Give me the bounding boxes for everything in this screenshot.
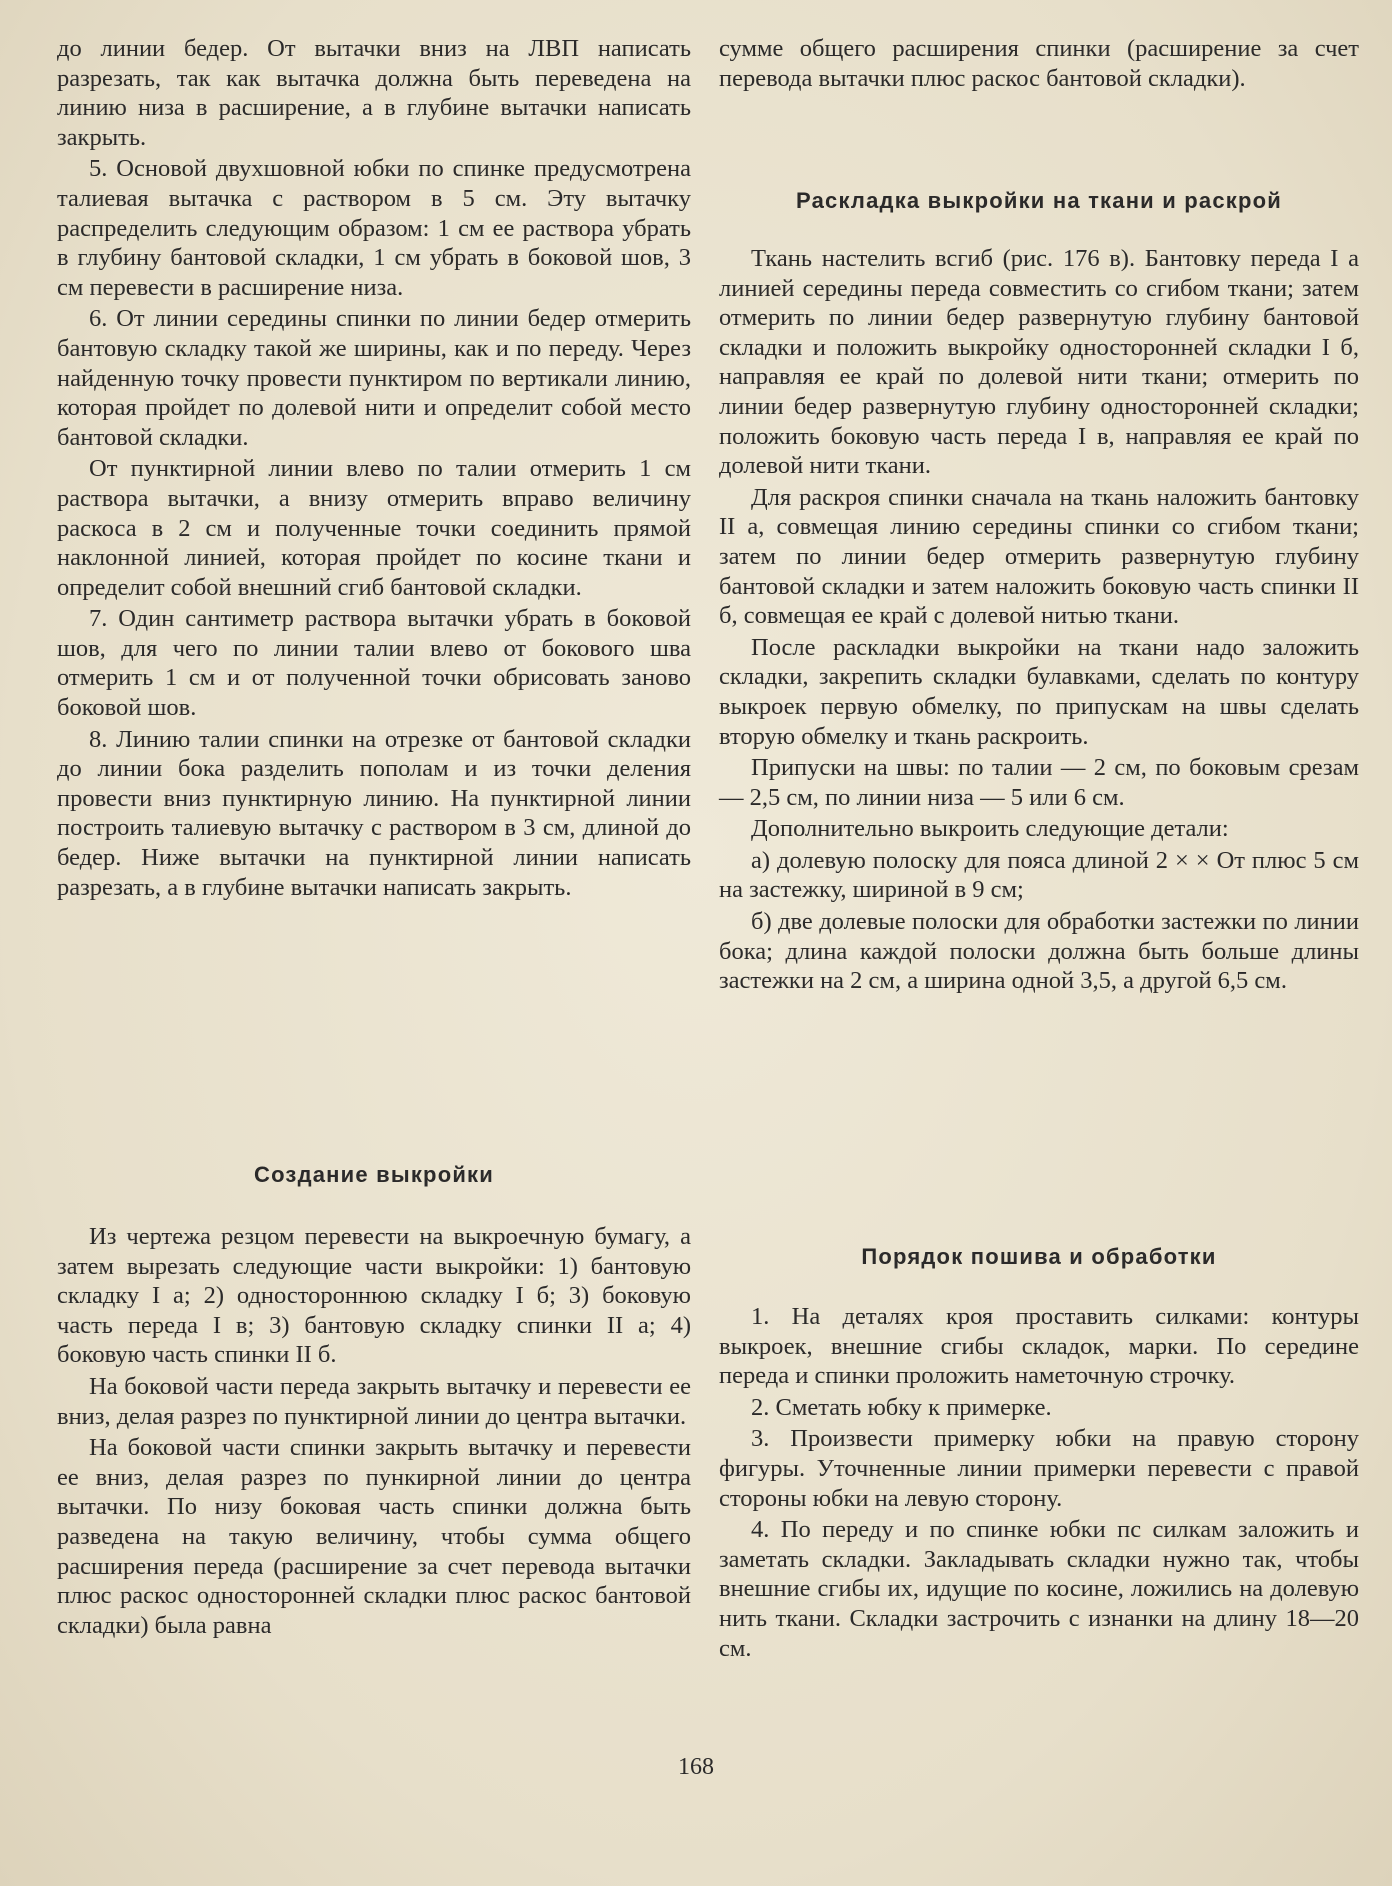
paragraph: 6. От линии середины спинки по линии бедер отмерить бантовую складку такой же ширины, как и по переду. Через найденную точку провести пунктиром по вертикали линию, которая пройдет по долевой нити и определит собой место бантовой складки. [57,305,691,451]
paragraph: На боковой части спинки закрыть вытачку и перевести ее вниз, делая разрез по пункирной линии до центра вытачки. По низу боковая часть спинки должна быть разведена на такую величину, чтобы сумма общего расширения переда (расширение за счет перевода вытачки плюс раскос односторонней складки плюс раскос бантовой складки) была равна [57,1434,691,1639]
paragraph: Из чертежа резцом перевести на выкроечную бумагу, а затем вырезать следующие части выкройки: 1) бантовую складку I а; 2) одностороннюю складку I б; 3) боковую часть переда I в; 3) бантовую складку спинки II а; 4) боковую часть спинки II б. [57,1223,691,1369]
right-column-lower [719,1302,1359,1665]
paragraph: Дополнительно выкроить следующие детали: [751,815,1229,843]
paragraph: От пунктирной линии влево по талии отмерить 1 см раствора вытачки, а внизу отмерить вправо величину раскоса в 2 см и полученные точки соединить прямой наклонной линией, которая пройдет по косине ткани и определит собой внешний сгиб бантовой складки. [57,455,691,601]
paragraph: 7. Один сантиметр раствора вытачки убрать в боковой шов, для чего по линии талии влево от бокового шва отмерить 1 см и от полученной точки обрисовать заново боковой шов. [57,605,691,722]
section-heading-layout: Раскладка выкройки на ткани и раскрой [796,188,1282,213]
right-column [719,34,1359,95]
left-column-lower [57,1222,691,1642]
paragraph: 8. Линию талии спинки на отрезке от бантовой складки до линии бока разделить пополам и из точки деления провести вниз пунктирную линию. На пунктирной линии построить талиевую вытачку с раствором в 3 см, длиной до бедер. Ниже вытачки на пунктирной линии написать разрезать, а в глубине вытачки написать закрыть. [57,725,691,901]
section-heading-create-pattern: Создание выкройки [254,1162,494,1187]
section-heading-sewing-order: Порядок пошива и обработки [861,1244,1217,1269]
paragraph: а) долевую полоску для пояса длиной 2 × × От плюс 5 см на застежку, шириной в 9 см; [719,846,1359,904]
paragraph: После раскладки выкройки на ткани надо заложить складки, закрепить складки булавками, сделать по контуру выкроек первую обмелку, по припускам на швы сделать вторую обмелку и ткань раскроить. [719,633,1359,750]
paragraph: 5. Основой двухшовной юбки по спинке предусмотрена талиевая вытачка с раствором в 5 см. Эту вытачку распределить следующим образом: 1 см ее раствора убрать в глубину бантовой складки, 1 см убрать в боковой шов, 3 см перевести в расширение низа. [57,155,691,301]
left-column [57,34,691,904]
paragraph: сумме общего расширения спинки (расширение за счет перевода вытачки плюс раскос бантовой складки). [719,35,1359,92]
right-column-middle [719,244,1359,998]
paragraph: 1. На деталях кроя проставить силками: контуры выкроек, внешние сгибы складок, марки. По середине переда и спинки проложить наметочную строчку. [719,1303,1359,1390]
paragraph: 4. По переду и по спинке юбки пс силкам заложить и заметать складки. Закладывать складки нужно так, чтобы внешние сгибы их, идущие по косине, ложились на долевую нить ткани. Складки застрочить с изнанки на длину 18—20 см. [719,1516,1359,1662]
paragraph: Ткань настелить всгиб (рис. 176 в). Бантовку переда I а линией середины переда совместить со сгибом ткани; затем отмерить по линии бедер развернутую глубину бантовой складки и положить выкройку односторонней складки I б, направляя ее край по долевой нити ткани; отмерить по линии бедер развернутую глубину односторонней складки; положить боковую часть переда I в, направляя ее край по долевой нити ткани. [719,245,1359,480]
paragraph: б) две долевые полоски для обработки застежки по линии бока; длина каждой полоски должна быть больше длины застежки на 2 см, а ширина одной 3,5, а другой 6,5 см. [719,908,1359,995]
paragraph: 2. Сметать юбку к примерке. [751,1393,1052,1421]
paragraph: Для раскроя спинки сначала на ткань наложить бантовку II а, совмещая линию середины спинки со сгибом ткани; затем по линии бедер отмерить развернутую глубину бантовой складки и затем наложить боковую часть спинки II б, совмещая ее край с долевой нитью ткани. [719,483,1359,630]
paragraph: 3. Произвести примерку юбки на правую сторону фигуры. Уточненные линии примерки перевести с правой стороны юбки на левую сторону. [719,1425,1359,1512]
paragraph: На боковой части переда закрыть вытачку и перевести ее вниз, делая разрез по пунктирной линии до центра вытачки. [57,1372,691,1430]
paragraph: Припуски на швы: по талии — 2 см, по боковым срезам — 2,5 см, по линии низа — 5 или 6 см. [719,754,1359,811]
page-number: 168 [678,1754,714,1780]
paragraph: до линии бедер. От вытачки вниз на ЛВП написать разрезать, так как вытачка должна быть переведена на линию низа в расширение, а в глубине вытачки написать закрыть. [57,35,691,151]
